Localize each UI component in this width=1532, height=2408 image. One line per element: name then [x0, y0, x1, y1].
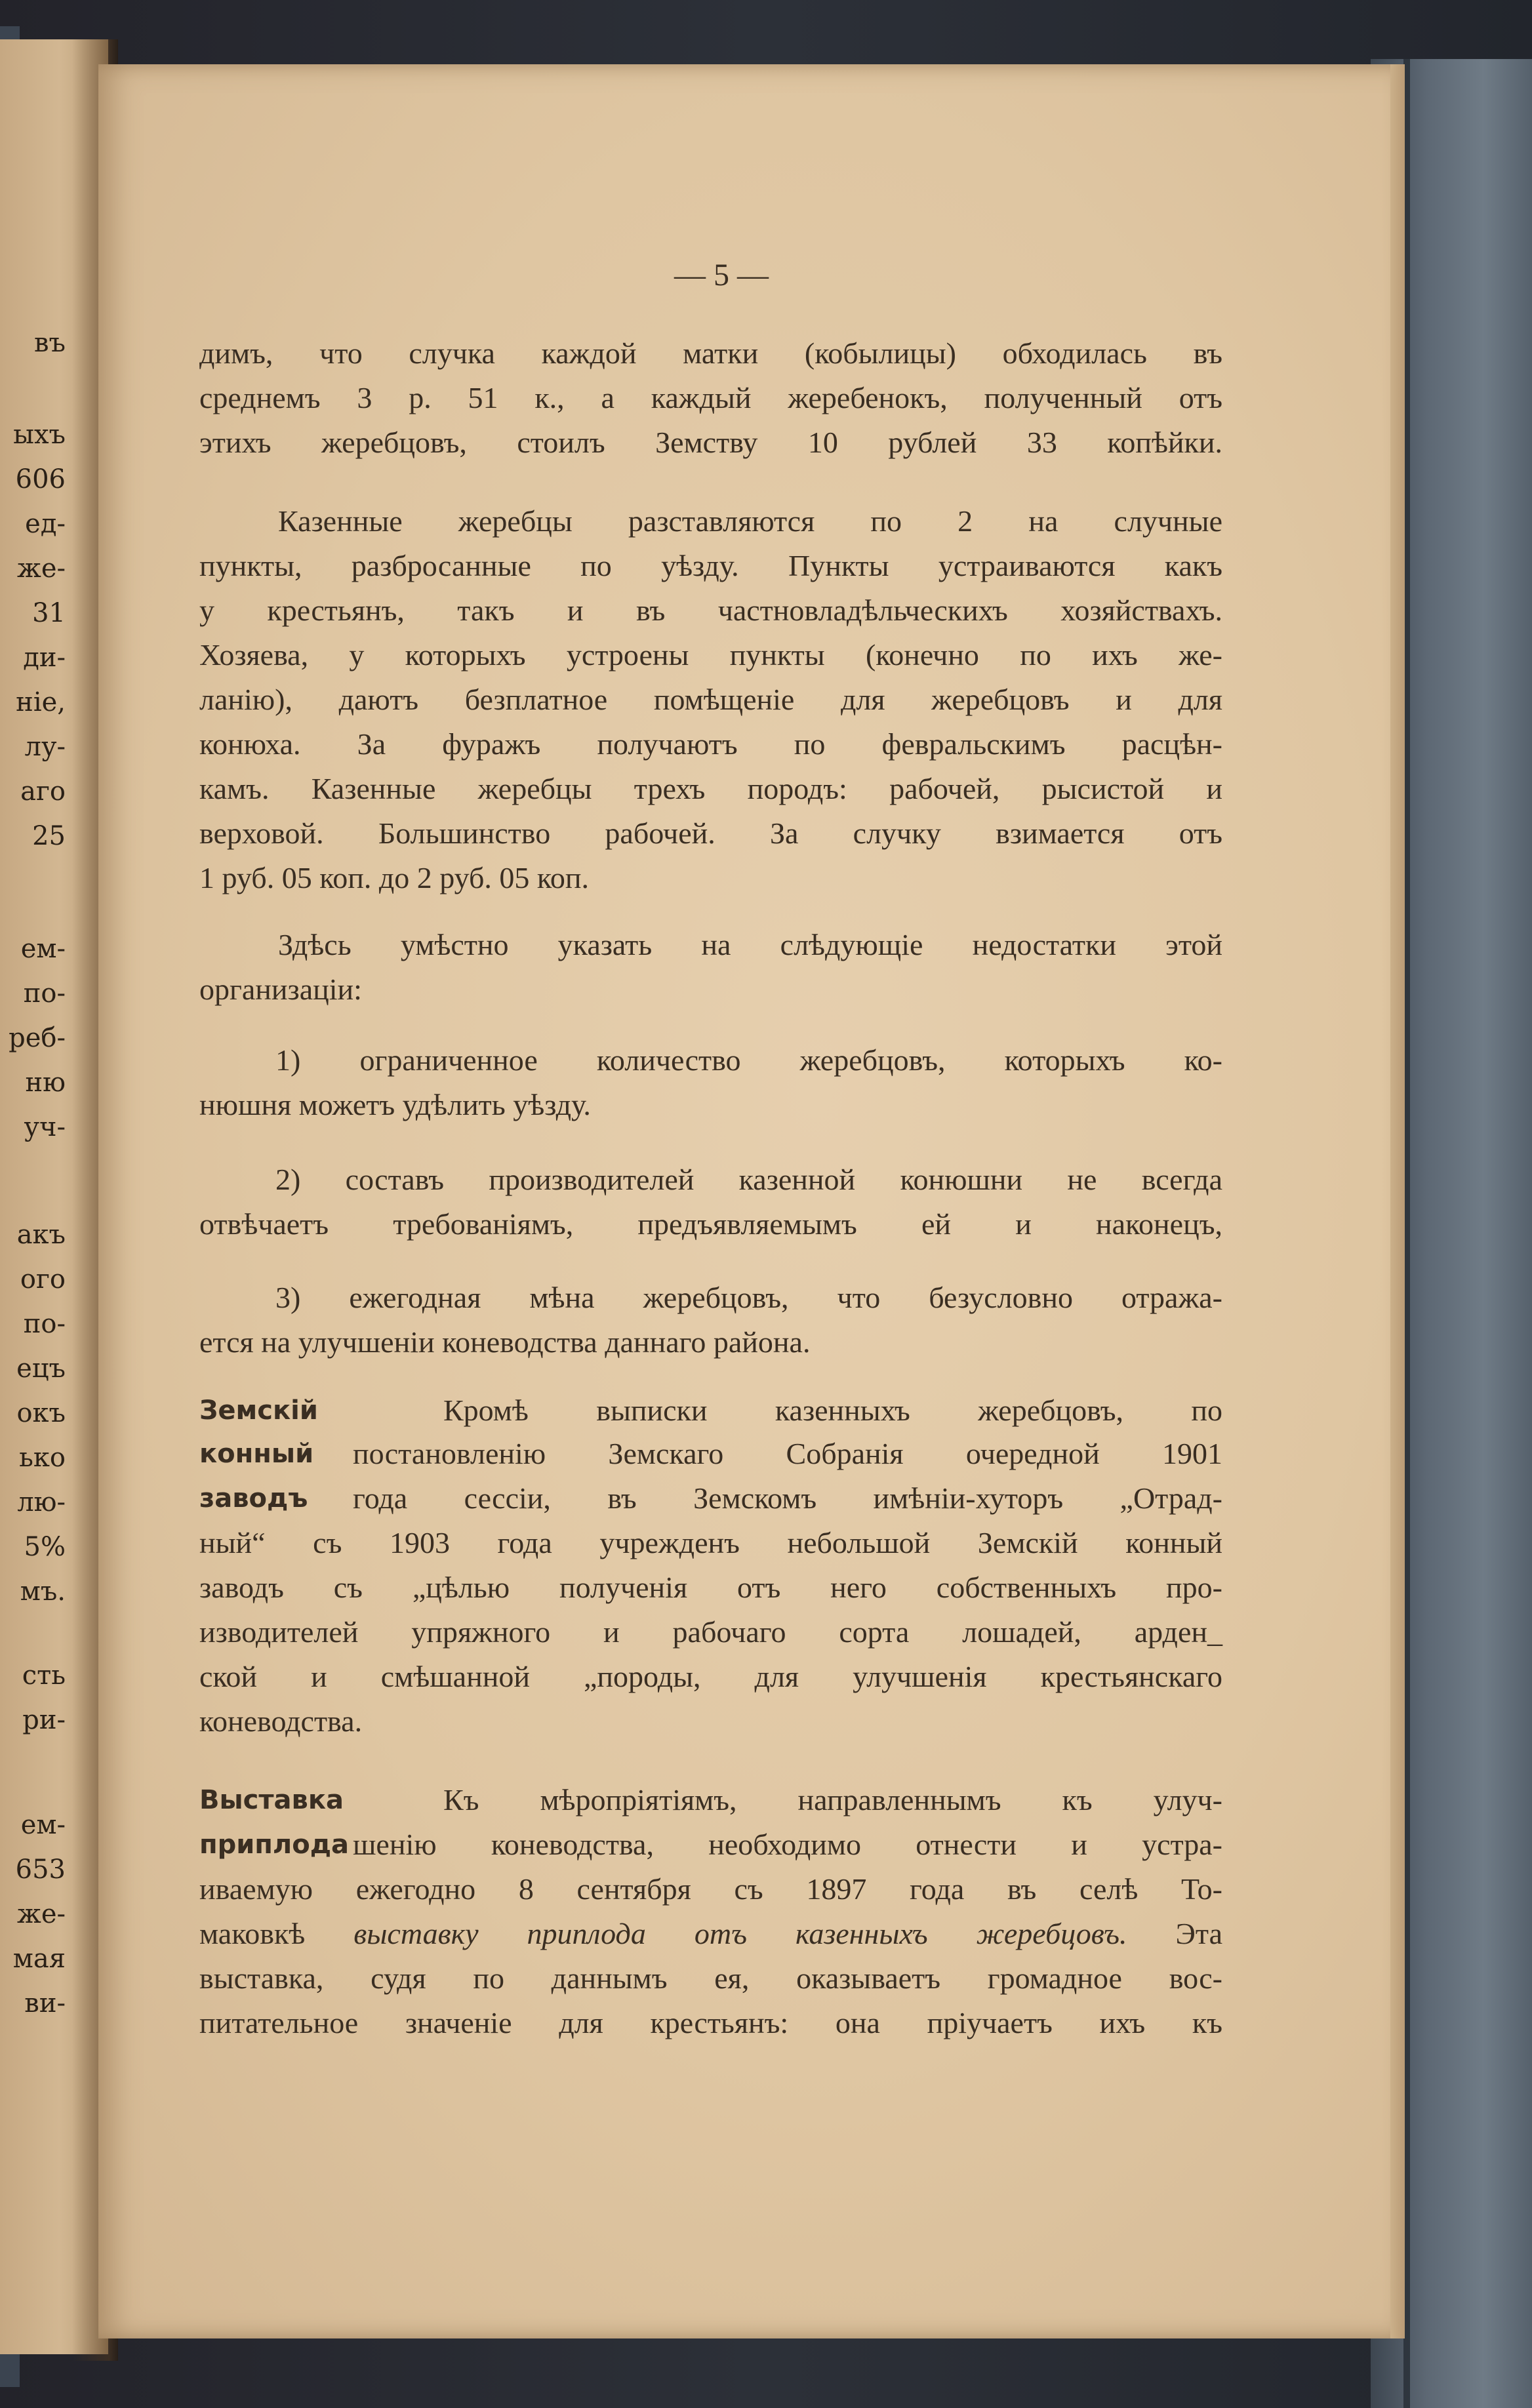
previous-page-fragment: ем-	[20, 934, 66, 964]
previous-page-fragment: ыхъ	[13, 420, 66, 450]
previous-page-fragment: уч-	[24, 1112, 66, 1142]
text-line: 3) ежегодная мѣна жеребцовъ, что безусловно отража-	[275, 1281, 1222, 1314]
text-line: пункты, разбросанные по уѣзду. Пункты устраиваются какъ	[199, 549, 1222, 582]
text-line: Къ мѣропріятіямъ, направленнымъ къ улуч-	[443, 1783, 1222, 1816]
previous-page-fragment: окъ	[16, 1398, 66, 1428]
text-line: организаціи:	[199, 973, 362, 1006]
text-line: конюха. За фуражъ получаютъ по февральскимъ расцѣн-	[199, 727, 1222, 761]
previous-page-fragment: акъ	[16, 1220, 66, 1250]
previous-page-fragment: аго	[20, 776, 66, 807]
text-line: Казенные жеребцы разставляются по 2 на случные	[278, 504, 1222, 538]
previous-page-fragment: 25	[32, 821, 66, 851]
margin-heading: Земскій	[199, 1395, 318, 1426]
previous-page-fragment: ого	[20, 1264, 66, 1294]
margin-heading: заводъ	[199, 1483, 308, 1514]
text-line: шенію коневодства, необходимо отнести и устра-	[353, 1828, 1222, 1861]
text-line: выставка, судя по даннымъ ея, оказываетъ громадное вос-	[199, 1961, 1222, 1995]
text-line: Кромѣ выписки казенныхъ жеребцовъ, по	[443, 1394, 1222, 1427]
page-edge	[1390, 64, 1405, 2338]
text-line: 2) составъ производителей казенной конюшни не всегда	[275, 1163, 1222, 1196]
previous-page-fragment: мая	[12, 1944, 66, 1974]
previous-page-fragment: ню	[25, 1068, 66, 1098]
previous-page-fragment: ед-	[25, 509, 66, 539]
previous-page-fragment: же-	[17, 1899, 66, 1929]
previous-page-fragment: 5%	[24, 1532, 66, 1562]
text-line: верховой. Большинство рабочей. За случку взимается отъ	[199, 816, 1222, 850]
previous-page-fragment: по-	[23, 1309, 66, 1339]
text-line: Хозяева, у которыхъ устроены пункты (конечно по ихъ же-	[199, 638, 1222, 672]
text-line: ный“ съ 1903 года учрежденъ небольшой Земскій конный	[199, 1526, 1222, 1559]
text-line: ской и смѣшанной „породы, для улучшенія крестьянскаго	[199, 1660, 1222, 1693]
previous-page-fragment: ько	[19, 1443, 66, 1473]
previous-page-fragment: реб-	[9, 1023, 66, 1053]
text-line: постановленію Земскаго Собранія очередной 1901	[353, 1437, 1222, 1470]
text-line: ется на улучшеніи коневодства даннаго района.	[199, 1325, 811, 1359]
page-number: — 5 —	[674, 258, 769, 292]
previous-page-fragment: 31	[32, 598, 66, 628]
previous-page-fragment: ем-	[20, 1810, 66, 1840]
text-line: этихъ жеребцовъ, стоилъ Земству 10 рублей 33 копѣйки.	[199, 426, 1222, 459]
text-line: Здѣсь умѣстно указать на слѣдующіе недостатки этой	[278, 928, 1222, 961]
text-line: ланію), даютъ безплатное помѣщеніе для жеребцовъ и для	[199, 683, 1222, 716]
margin-heading: Выставка	[199, 1785, 344, 1815]
previous-page-fragment: лю-	[17, 1487, 66, 1517]
previous-page-fragment: ніе,	[16, 687, 66, 717]
previous-page-text	[0, 0, 79, 2408]
text-line: заводъ съ „цѣлью полученія отъ него собственныхъ про-	[199, 1571, 1222, 1604]
text-line: нюшня можетъ удѣлить уѣзду.	[199, 1088, 591, 1121]
text-line: отвѣчаетъ требованіямъ, предъявляемымъ ей и наконецъ,	[199, 1207, 1222, 1241]
previous-page-fragment: 606	[15, 464, 66, 494]
text-line: изводителей упряжного и рабочаго сорта лошадей, арден_	[199, 1615, 1222, 1649]
previous-page-fragment: въ	[34, 328, 66, 358]
previous-page-fragment: 653	[15, 1855, 66, 1885]
text-line: 1 руб. 05 коп. до 2 руб. 05 коп.	[199, 861, 590, 894]
margin-heading: приплода	[199, 1830, 350, 1860]
previous-page-fragment: мъ.	[20, 1576, 66, 1607]
previous-page-fragment: сть	[22, 1660, 66, 1691]
text-line: камъ. Казенные жеребцы трехъ породъ: рабочей, рысистой и	[199, 772, 1222, 805]
text-line: года сессіи, въ Земскомъ имѣніи-хуторъ „Отрад-	[353, 1481, 1222, 1515]
text-line: маковкѣ выставку приплода отъ казенныхъ жеребцовъ. Эта	[199, 1917, 1222, 1950]
text-line: 1) ограниченное количество жеребцовъ, которыхъ ко-	[275, 1043, 1222, 1077]
previous-page-fragment: ви-	[24, 1988, 66, 2018]
text-line: у крестьянъ, такъ и въ частновладѣльческихъ хозяйствахъ.	[199, 593, 1222, 627]
previous-page-fragment: ди-	[23, 643, 66, 673]
previous-page-fragment: ецъ	[16, 1354, 66, 1384]
previous-page-fragment: лу-	[24, 732, 66, 762]
previous-page-fragment: ри-	[22, 1705, 66, 1735]
italic-phrase: выставку приплода отъ казенныхъ жеребцовъ.	[353, 1917, 1127, 1950]
text-line: димъ, что случка каждой матки (кобылицы) обходилась въ	[199, 336, 1222, 370]
text-line: питательное значеніе для крестьянъ: она пріучаетъ ихъ къ	[199, 2006, 1222, 2039]
margin-heading: конный	[199, 1439, 314, 1469]
text-line: среднемъ 3 р. 51 к., а каждый жеребенокъ, полученный отъ	[199, 381, 1222, 414]
previous-page-fragment: же-	[17, 553, 66, 584]
text-line: коневодства.	[199, 1704, 363, 1738]
previous-page-fragment: по-	[23, 978, 66, 1009]
text-line: иваемую ежегодно 8 сентября съ 1897 года въ селѣ То-	[199, 1872, 1222, 1906]
